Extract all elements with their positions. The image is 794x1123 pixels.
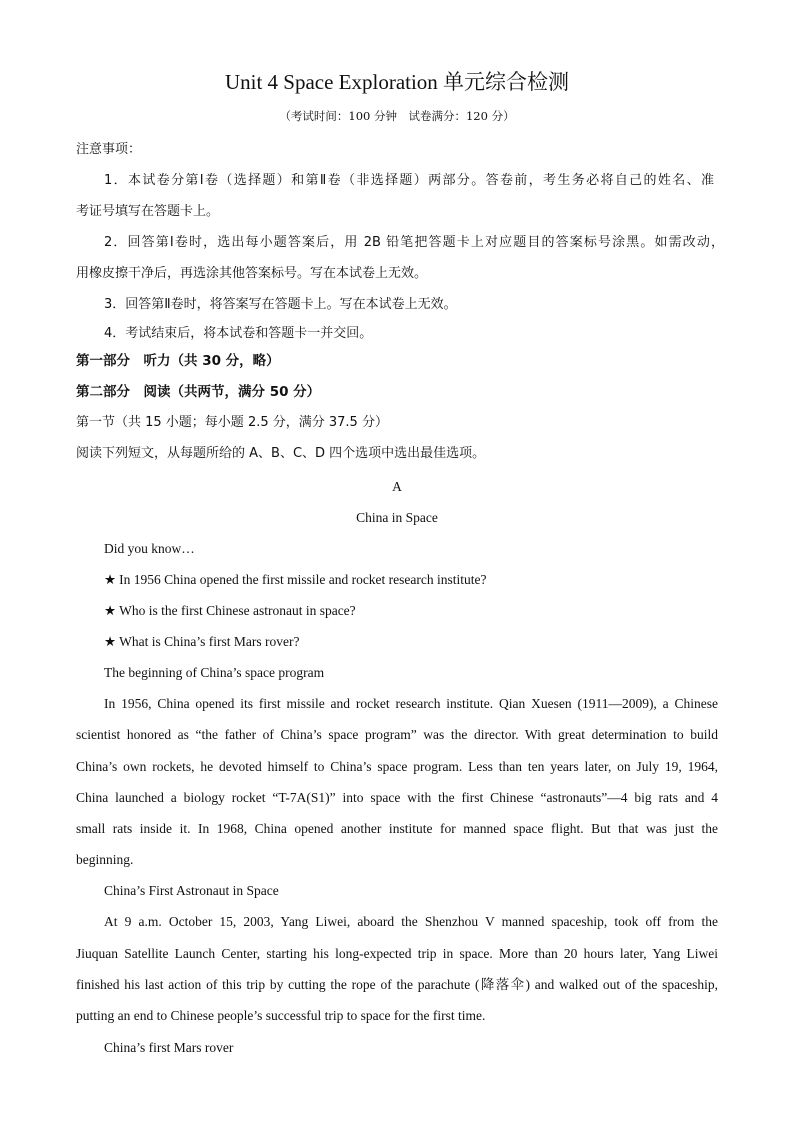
- paragraph-line: scientist honored as “the father of China’s space program” was the director. With great determination to build: [76, 727, 718, 742]
- bullet-text: What is China’s first Mars rover?: [119, 634, 300, 649]
- note-line: 用橡皮擦干净后，再选涂其他答案标号。写在本试卷上无效。: [76, 266, 428, 281]
- section-heading: China’s First Astronaut in Space: [104, 883, 279, 898]
- part1-heading: 第一部分 听力（共 30 分，略）: [76, 353, 280, 369]
- bullet-item: [104, 601, 356, 621]
- note-line: 4．考试结束后，将本试卷和答题卡一并交回。: [104, 326, 373, 341]
- page-title: Unit 4 Space Exploration 单元综合检测: [224, 70, 570, 94]
- paragraph-line: China launched a biology rocket “T-7A(S1)” into space with the first Chinese “astronauts”—4 big rats and 4: [76, 790, 718, 805]
- bullet-item: [104, 570, 487, 590]
- note-line: 1．本试卷分第Ⅰ卷（选择题）和第Ⅱ卷（非选择题）两部分。答卷前，考生务必将自己的姓名、准: [104, 173, 714, 188]
- section1-heading: 第一节（共 15 小题；每小题 2.5 分，满分 37.5 分）: [76, 415, 388, 430]
- section-heading: China’s first Mars rover: [104, 1040, 234, 1055]
- star-icon: ★: [104, 572, 117, 587]
- paragraph-line: Jiuquan Satellite Launch Center, starting his long-expected trip in space. More than 20 hours later, Yang Liwei: [76, 946, 718, 961]
- paragraph-line: At 9 a.m. October 15, 2003, Yang Liwei, aboard the Shenzhou V manned spaceship, took off from the: [104, 914, 718, 929]
- passage-letter: A: [392, 479, 402, 494]
- did-you-know: Did you know…: [104, 541, 195, 556]
- note-line: 考证号填写在答题卡上。: [76, 204, 220, 219]
- paragraph-line: beginning.: [76, 852, 134, 867]
- bullet-item: [104, 632, 299, 652]
- paragraph-line: small rats inside it. In 1968, China opened another institute for manned space flight. But that was just the: [76, 821, 718, 836]
- notes-heading: 注意事项：: [76, 142, 142, 157]
- star-icon: ★: [104, 603, 117, 618]
- section-heading: The beginning of China’s space program: [104, 665, 325, 680]
- note-line: 2．回答第Ⅰ卷时，选出每小题答案后，用 2B 铅笔把答题卡上对应题目的答案标号涂黑。如需改动，: [104, 235, 724, 250]
- paragraph-line: finished his last action of this trip by cutting the rope of the parachute (降落伞) and walked out of the spaceship,: [76, 977, 718, 992]
- bullet-text: In 1956 China opened the first missile and rocket research institute?: [119, 572, 487, 587]
- paragraph-line: In 1956, China opened its first missile and rocket research institute. Qian Xuesen (1911—2009), a Chinese: [104, 696, 718, 711]
- note-line: 3．回答第Ⅱ卷时，将答案写在答题卡上。写在本试卷上无效。: [104, 297, 457, 312]
- star-icon: ★: [104, 634, 117, 649]
- part2-heading: 第二部分 阅读（共两节，满分 50 分）: [76, 384, 321, 400]
- paragraph-line: putting an end to Chinese people’s successful trip to space for the first time.: [76, 1008, 486, 1023]
- exam-subtitle: （考试时间：100 分钟 试卷满分：120 分）: [279, 109, 515, 123]
- instruction: 阅读下列短文，从每题所给的 A、B、C、D 四个选项中选出最佳选项。: [76, 446, 486, 461]
- passage-title: China in Space: [356, 510, 438, 525]
- paragraph-line: China’s own rockets, he devoted himself to China’s space program. Less than ten years later, on July 19, 1964,: [76, 759, 718, 774]
- bullet-text: Who is the first Chinese astronaut in space?: [119, 603, 356, 618]
